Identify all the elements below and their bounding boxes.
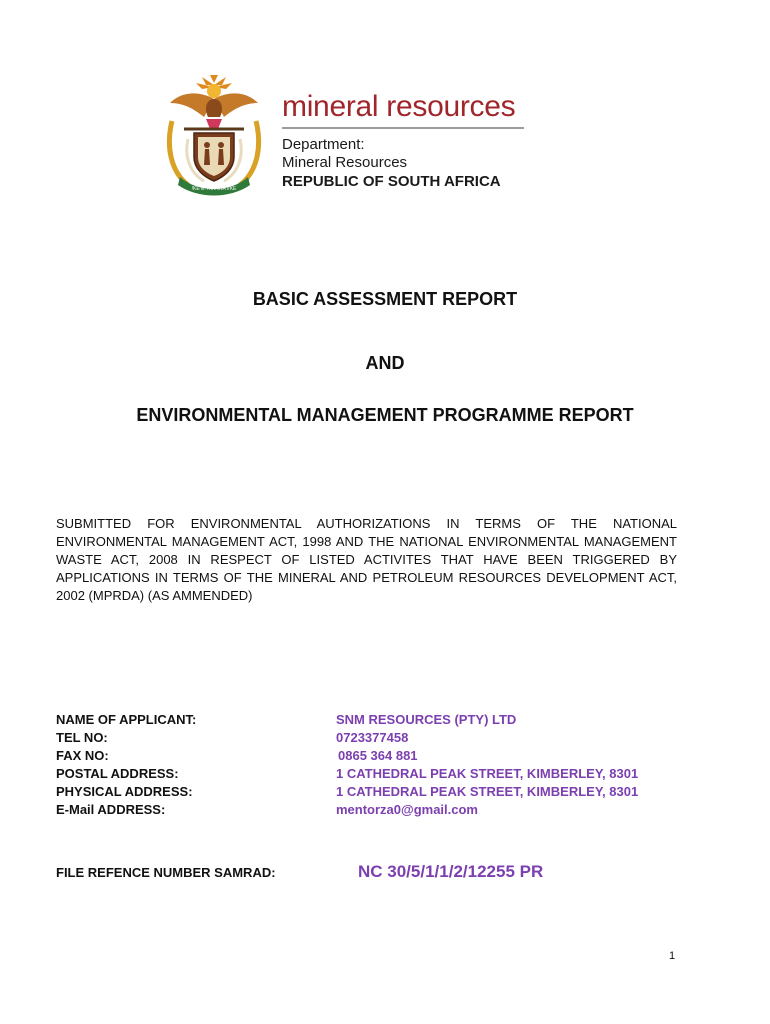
country-name: REPUBLIC OF SOUTH AFRICA — [282, 173, 501, 190]
detail-label: NAME OF APPLICANT: — [56, 712, 197, 727]
submission-statement: SUBMITTED FOR ENVIRONMENTAL AUTHORIZATIONS IN TERMS OF THE NATIONAL ENVIRONMENTAL MANAGEMENT ACT, 1998 AND THE NATIONAL ENVIRONMENTAL MANAGEMENT WASTE ACT, 2008 IN RESPECT OF LISTED ACTIVITES THAT HAVE BEEN TRIGGERED BY APPLICATIONS IN TERMS OF THE MINERAL AND PETROLEUM RESOURCES DEVELOPMENT ACT, 2002 (MPRDA) (AS AMMENDED) — [56, 516, 677, 603]
file-reference-label: FILE REFENCE NUMBER SAMRAD: — [56, 865, 276, 880]
detail-label: PHYSICAL ADDRESS: — [56, 784, 193, 799]
detail-row — [56, 711, 696, 729]
detail-row — [56, 783, 696, 801]
report-subtitle: ENVIRONMENTAL MANAGEMENT PROGRAMME REPORT — [136, 405, 634, 425]
coat-of-arms-icon — [160, 73, 268, 197]
detail-value: 0865 364 881 — [338, 748, 418, 763]
detail-label: FAX NO: — [56, 748, 109, 763]
motto-text: !KE E: /XARRA //KE — [191, 186, 237, 192]
detail-row — [56, 729, 696, 747]
applicant-details — [56, 711, 696, 819]
department-label: Department: — [282, 136, 365, 153]
brand-divider — [282, 127, 524, 129]
detail-label: TEL NO: — [56, 730, 108, 745]
file-reference — [56, 862, 543, 882]
page-number: 1 — [669, 950, 676, 962]
detail-row — [56, 765, 696, 783]
report-title-conjunction: AND — [365, 353, 405, 373]
detail-value: 1 CATHEDRAL PEAK STREET, KIMBERLEY, 8301 — [336, 766, 639, 781]
detail-label: E-Mail ADDRESS: — [56, 802, 166, 817]
detail-value: 1 CATHEDRAL PEAK STREET, KIMBERLEY, 8301 — [336, 784, 639, 799]
detail-value: SNM RESOURCES (PTY) LTD — [336, 712, 517, 727]
email-value: mentorza0@gmail.com — [336, 802, 478, 817]
report-title: BASIC ASSESSMENT REPORT — [252, 289, 518, 309]
brand-name: mineral resources — [282, 90, 516, 123]
detail-value: 0723377458 — [336, 730, 409, 745]
department-name: Mineral Resources — [282, 154, 408, 171]
detail-label: POSTAL ADDRESS: — [56, 766, 179, 781]
file-reference-number: NC 30/5/1/1/2/12255 PR — [358, 862, 544, 881]
detail-row — [56, 801, 696, 819]
detail-row — [56, 747, 696, 765]
department-logo — [282, 90, 542, 191]
